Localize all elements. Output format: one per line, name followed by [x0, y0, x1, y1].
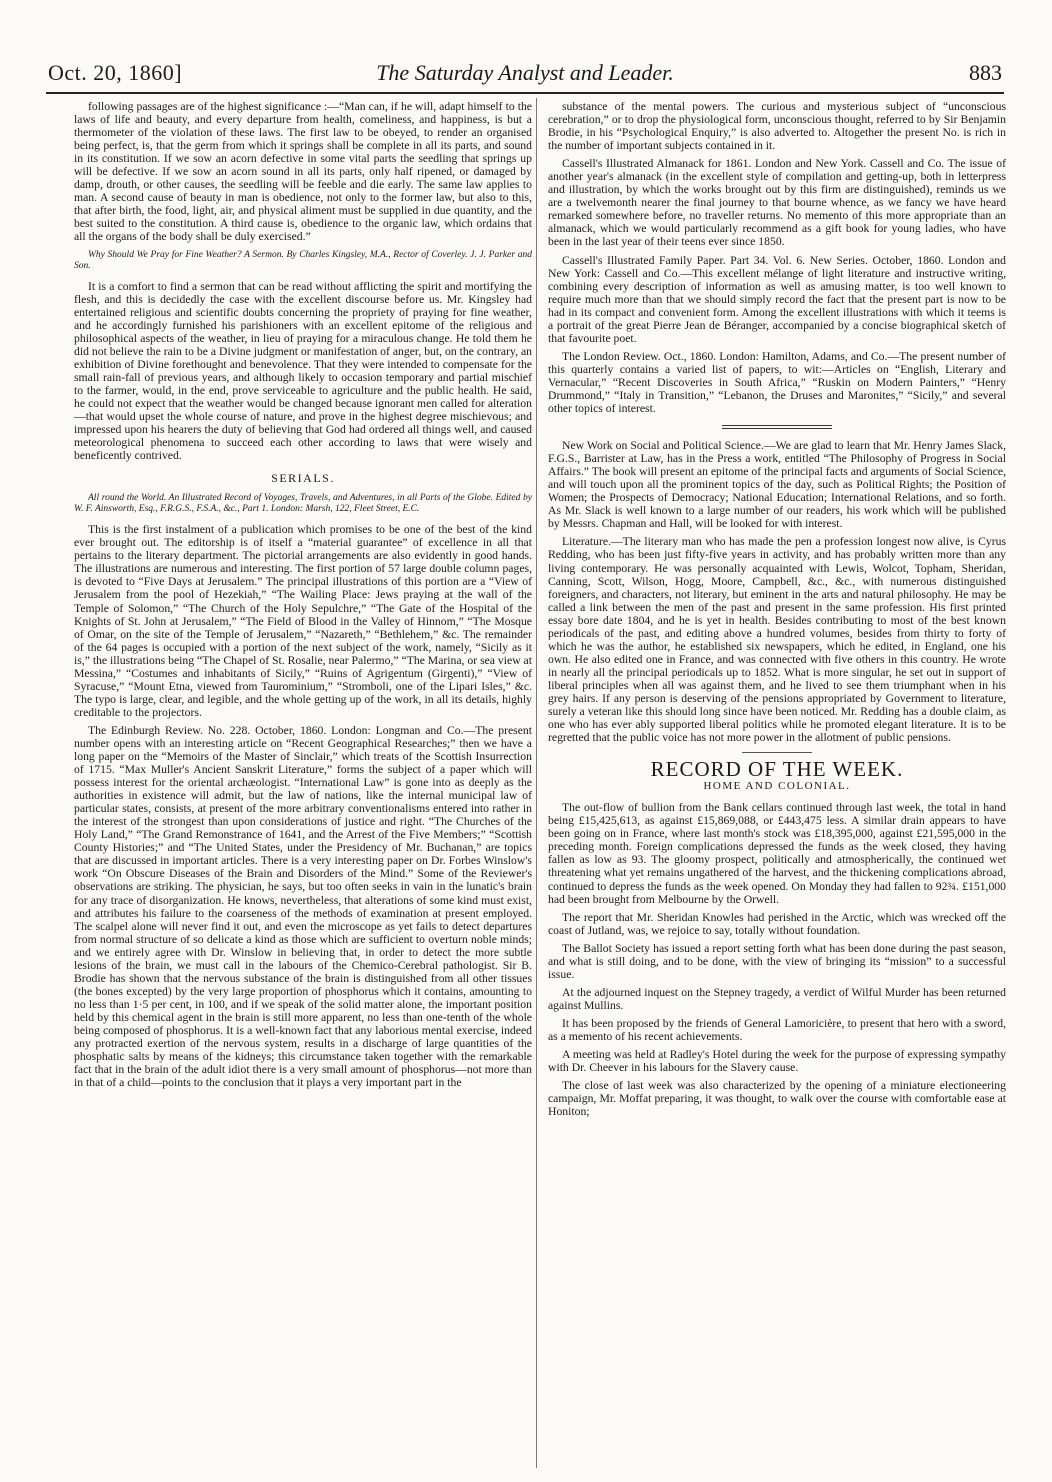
record-heading: RECORD OF THE WEEK. [650, 757, 904, 782]
section-divider [742, 752, 812, 753]
article-paragraph: Cassell's Illustrated Almanack for 1861. London and New York. Cassell and Co. The issue of another year's almanack (in the excellent style of compilation and getting-up, both in letterpress and illustration, by which the works brought out by this firm are distinguished), reminds us we are a twelvemonth nearer the final journey to that bourne whence, as we fancy we have heard remarked somewhere before, no traveller returns. No memento of this more appropriate than an almanack, which we would particularly recommend as a gift book for young ladies, who have been in the last year of their teens ever since 1850. [548, 157, 1006, 249]
article-paragraph: This is the first instalment of a publication which promises to be one of the best of the kind ever brought out. The editorship is of itself a “material guarantee” of excellence in all that pertains to the literary department. The pictorial arrangements are also evidently in good hands. The illustrations are numerous and interesting. The first portion of 57 large double column pages, is devoted to “Five Days at Jerusalem.” The principal illustrations of this portion are a “View of Jerusalem from the pool of Hezekiah,” “The Wailing Place: Jews praying at the wall of the Temple of Solomon,” “The Church of the Holy Sepulchre,” “The Gate of the Hospital of the Knights of St. John at Jerusalem,” “The Field of Blood in the Valley of Hinnom,” “The Mosque of Omar, on the site of the Temple of Jerusalem,” “Nazareth,” “Bethlehem,” &c. The remainder of the 64 pages is occupied with a portion of the next subject of the work, namely, “Sicily as it is,” the illustrations being “The Chapel of St. Rosalie, near Palermo,” “The Marina, or sea view at Messina,” “Costumes and inhabitants of Sicily,” “Ruins of Agrigentum (Girgenti),” “View of Syracuse,” “Mount Etna, viewed from Taurominium,” “Stromboli, one of the Lipari Isles,” &c. The typo is large, clear, and legible, and the whole getting up of the work, in all its details, highly creditable to the projectors. [74, 523, 532, 719]
news-item: The Ballot Society has issued a report setting forth what has been done during the past season, and what is still doing, and to be done, with the view of bringing its “mission” to a successful issue. [548, 941, 1006, 981]
record-subheading: HOME AND COLONIAL. [703, 780, 851, 793]
publication-title: The Saturday Analyst and Leader. [376, 60, 674, 85]
news-item: The close of last week was also characterized by the opening of a miniature electioneering campaign, Mr. Moffat preparing, it was thought, to walk over the course with comfortable ease at Honiton; [548, 1079, 1006, 1119]
article-paragraph: New Work on Social and Political Science.—We are glad to learn that Mr. Henry James Slack, F.G.S., Barrister at Law, has in the Press a work, entitled “The Philosophy of Progress in Social Affairs.” The book will present an epitome of the principal facts and arguments of Social Science, and will touch upon all the prominent topics of the day, such as Political Rights; the Position of Women; the Prospects of Democracy; National Education; International Relations, and so forth. As Mr. Slack is well known to a large number of our readers, his work which will be published by Messrs. Chapman and Hall, will be looked for with interest. [548, 439, 1006, 531]
news-item: It has been proposed by the friends of General Lamoricière, to present that hero with a sword, as a memento of his recent achievements. [548, 1016, 1006, 1043]
article-paragraph: Cassell's Illustrated Family Paper. Part 34. Vol. 6. New Series. October, 1860. London and New York: Cassell and Co.—This excellent mélange of light literature and instructive writing, combining every description of information as well as amusing matter, is too well known to require much more than that we should simply record the fact that the present part is now to be had in its compact and convenient form. Among the excellent illustrations with which it teems is a portrait of the great Pierre Jean de Béranger, accompanied by a concise biographical sketch of that favourite poet. [548, 253, 1006, 345]
news-item: A meeting was held at Radley's Hotel during the week for the purpose of expressing sympathy with Dr. Cheever in his labours for the Slavery cause. [548, 1048, 1006, 1075]
article-paragraph: The London Review. Oct., 1860. London: Hamilton, Adams, and Co.—The present number of this quarterly contains a varied list of papers, to wit:—Articles on “English, Literary and Vernacular,” “Recent Discoveries in South Africa,” “Ruskin on Modern Painters,” “Henry Drummond,” “Italy in Transition,” “Lebanon, the Druses and Maronites,” “Sicily,” and several other topics of interest. [548, 349, 1006, 416]
article-paragraph: It is a comfort to find a sermon that can be read without afflicting the spirit and mortifying the flesh, and this is decidedly the case with the excellent discourse before us. Mr. Kingsley had entertained religious and scientific doubts concerning the propriety of praying for fine weather, and he accordingly furnished his parishioners with an excellent epitome of the religious and philosophical aspects of the weather, in lieu of praying for a miraculous change. He told them he did not believe the rain to be a Divine judgment or manifestation of anger, but, on the contrary, an exhibition of Divine forethought and benevolence. That they were intended to compensate for the small rain-fall of previous years, and although likely to occasion temporary and partial mischief to the farmer, would, in the end, prove serviceable to agriculture and the public health. He said, he could not expect that the weather would be changed because ignorant men called for alteration—that would upset the whole course of nature, and prove in the highest degree mischievous; and impressed upon his hearers the duty of believing that God had ordered all things well, and caused meteorological phenomena to succeed each other according to laws that were wisely and beneficently contrived. [74, 279, 532, 463]
section-heading: SERIALS. [271, 471, 335, 486]
issue-date: Oct. 20, 1860] [48, 60, 183, 85]
article-paragraph: Literature.—The literary man who has made the pen a profession longest now alive, is Cyrus Redding, who has been just fifty-five years in activity, and has probably written more than any living contemporary. He was personally acquainted with Lewis, Wolcot, Topham, Sheridan, Canning, Scott, Wilson, Hogg, Moore, Campbell, &c., &c., with numerous distinguished foreigners, and characters, not literary, but eminent in the arts and natural philosophy. He may be called a link between the men of the past and present in the same profession. His first printed essay bore date 1804, and he is yet in health. Besides contributing to most of the best known periodicals of the past, and editing above a hundred volumes, besides from thirty to forty of which he was the author, he established six newspapers, which he edited, in England, one his own. He also edited one in France, and was connected with five others in this country. He wrote in nearly all the principal periodicals up to 1852. What is more singular, he set out in support of liberal principles when all was against them, and he lived to see them triumphant when in his grey hairs. If any person is deserving of the pensions appropriated by Government to literature, surely a veteran like this should long since have been noticed. Mr. Redding has a double claim, as one who has ever ably supported liberal politics while he promoted elegant literature. It is to be regretted that the public voice has not more power in the allotment of public pensions. [548, 535, 1006, 745]
review-subtitle: Why Should We Pray for Fine Weather? A Sermon. By Charles Kingsley, M.A., Rector of Coverley. J. J. Parker and Son. [74, 249, 532, 271]
right-column [548, 100, 1006, 1123]
news-item: At the adjourned inquest on the Stepney tragedy, a verdict of Wilful Murder has been returned against Mullins. [548, 985, 1006, 1012]
news-item: The report that Mr. Sheridan Knowles had perished in the Arctic, which was wrecked off the coast of Jutland, was, we rejoice to say, totally without foundation. [548, 910, 1006, 937]
article-paragraph: following passages are of the highest significance :—“Man can, if he will, adapt himself to the laws of life and beauty, and every departure from health, comeliness, and happiness, is but a thermometer of the violation of these laws. The first law to be obeyed, to render an organised being perfect, is, that the germ from which it springs shall be complete in all its parts, and sound in its constitution. If we sow an acorn defective in some vital parts the seedling that springs up will be defective. If we sow an acorn sound in all its parts, only half ripened, or damaged by damp, drouth, or other causes, the seedling will be feeble and die early. The same law applies to man. A second cause of beauty in man is obedience, not only to the former law, but also to this, that after birth, the food, light, air, and physical aliment must be supplied in due quantity, and the best suited to the constitution. A third cause is, obedience to the organic law, which ordains that all the organs of the body shall be duly exercised.” [74, 100, 532, 244]
review-subtitle: All round the World. An Illustrated Record of Voyages, Travels, and Adventures, in all Parts of the Globe. Edited by W. F. Ainsworth, Esq., F.R.G.S., F.S.A., &c., Part 1. London: Marsh, 122, Fleet Street, E.C. [74, 493, 532, 515]
section-divider [722, 425, 832, 429]
page-header [46, 58, 1004, 94]
column-divider [536, 98, 537, 1468]
left-column [74, 100, 532, 1094]
news-item: The out-flow of bullion from the Bank cellars continued through last week, the total in hand being £15,425,613, as against £15,869,088, or £443,475 less. A similar drain appears to have been going on in France, where last month's stock was £18,395,000, against £21,595,000 in the preceding month. Foreign complications depressed the funds as the week closed, they having fallen as low as 93. The gloomy prospect, politically and atmospherically, the continued wet threatening what yet remains ungathered of the harvest, and the thickening complications abroad, continued to depress the funds as the week opened. On Monday they had fallen to 92¾. £151,000 had been brought from Melbourne by the Orwell. [548, 801, 1006, 906]
article-paragraph: The Edinburgh Review. No. 228. October, 1860. London: Longman and Co.—The present number opens with an interesting article on “Recent Geographical Researches;” then we have a long paper on the “Memoirs of the Master of Sinclair,” which treats of the Scottish Insurrection of 1715. “Max Muller's Ancient Sanskrit Literature,” forms the subject of a paper which will possess interest for the oriental archæologist. “International Law” is gone into as deeply as the authorities in existence will admit, but the law of nations, like the internal municipal law of particular states, consists, at present of the more arbitrary conventionalisms entered into rather in the interest of the strongest than upon considerations of justice and right. “The Churches of the Holy Land,” “The Grand Remonstrance of 1641, and the Arrest of the Five Members;” “Scottish County Histories;” and “The United States, under the Presidency of Mr. Buchanan,” are topics that are discussed in important articles. There is a very interesting paper on Dr. Forbes Winslow's work “On Obscure Diseases of the Brain and Disorders of the Mind.” Some of the Reviewer's observations are striking. The physician, he says, but too often seeks in vain in the lunatic's brain for any trace of disorganization. He knows, nevertheless, that alterations of some kind must exist, and attributes his failure to the coarseness of the methods of examination at present employed. The scalpel alone will never find it out, and even the microscope as yet fails to detect departures from normal structure of so delicate a kind as those which are sufficient to overturn noble minds; and we entirely agree with Dr. Winslow in believing that, in order to detect the more subtle lesions of the brain, we must call in the labours of the Chemico-Cerebral pathologist. Sir B. Brodie has shown that the nervous substance of the brain is distinguished from all other tissues (the bones excepted) by the very large proportion of phosphorus which it contains, amounting to no less than 1·5 per cent, in 100, and if we speak of the solid matter alone, the important position held by this chemical agent in the brain is still more apparent, no less than one-tenth of the whole being composed of phosphorus. It is a well-known fact that any laborious mental exercise, indeed any protracted exertion of the nervous system, results in a discharge of large quantities of the phosphatic salts by means of the kidneys; this circumstance taken together with the remarkable fact that in the brain of the adult idiot there is a very small amount of phosphorus—not more than in that of a child—points to the conclusion that it plays a very important part in the [74, 723, 532, 1090]
page-number: 883 [969, 60, 1002, 85]
article-paragraph: substance of the mental powers. The curious and mysterious subject of “unconscious cerebration,” or to drop the physiological form, unconscious thought, referred to by Sir Benjamin Brodie, in his “Psychological Enquiry,” is also adverted to. Altogether the present No. is rich in the number of important subjects contained in it. [548, 100, 1006, 153]
